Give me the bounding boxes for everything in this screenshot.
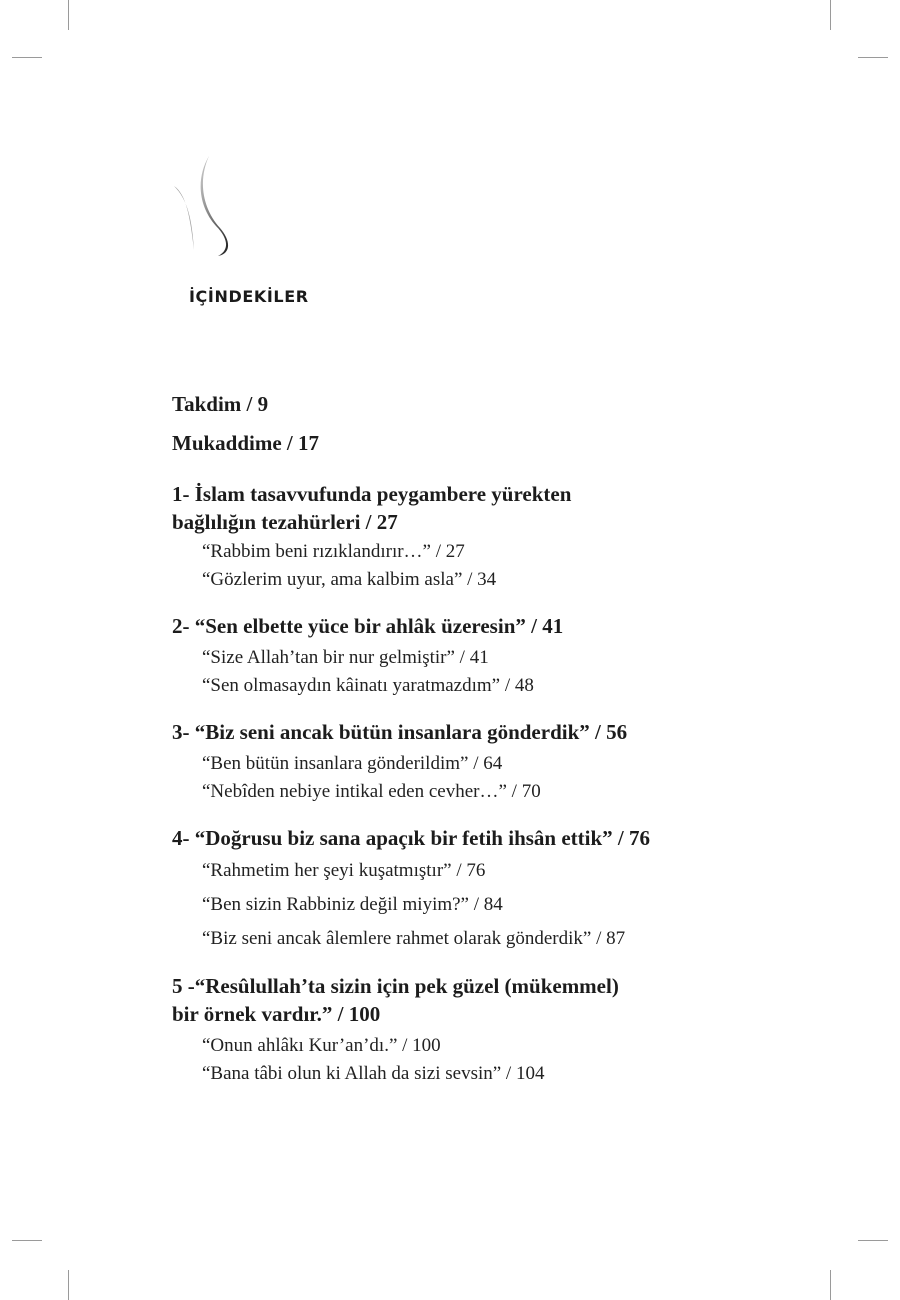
toc-chapter-1-title-line2: bağlılığın tezahürleri / 27 [172,510,398,534]
crop-mark-right-lower [858,1240,888,1241]
toc-chapter-1-title-line1: 1- İslam tasavvufunda peygambere yürekten [172,482,572,506]
toc-subentry: “Rabbim beni rızıklandırır…” / 27 [202,541,465,562]
crop-mark-bottom-right [830,1270,831,1300]
table-of-contents [172,390,832,1088]
toc-subentry: “Sen olmasaydın kâinatı yaratmazdım” / 48 [202,675,534,696]
toc-chapter-2-title: 2- “Sen elbette yüce bir ahlâk üzeresin” / 41 [172,614,564,638]
crop-mark-right-upper [858,57,888,58]
crop-mark-top-right [830,0,831,30]
crop-mark-top-left [68,0,69,30]
crop-mark-bottom-left [68,1270,69,1300]
toc-entry-mukaddime: Mukaddime / 17 [172,431,320,455]
toc-chapter-5-title-line1: 5 -“Resûlullah’ta sizin için pek güzel (mükemmel) [172,974,619,998]
toc-chapter-3-title: 3- “Biz seni ancak bütün insanlara gönderdik” / 56 [172,720,628,744]
toc-subentry: “Ben bütün insanlara gönderildim” / 64 [202,753,503,774]
toc-subentry: “Rahmetim her şeyi kuşatmıştır” / 76 [202,860,486,881]
toc-subentry: “Size Allah’tan bir nur gelmiştir” / 41 [202,647,489,668]
calligraphy-logo-icon [168,150,248,260]
crop-mark-left-upper [12,57,42,58]
toc-entry-takdim: Takdim / 9 [172,392,269,416]
crop-mark-left-lower [12,1240,42,1241]
toc-subentry: “Biz seni ancak âlemlere rahmet olarak gönderdik” / 87 [202,928,626,949]
toc-subentry: “Ben sizin Rabbiniz değil miyim?” / 84 [202,894,503,915]
toc-subentry: “Bana tâbi olun ki Allah da sizi sevsin” / 104 [202,1063,545,1084]
page-title: İÇİNDEKİLER [189,287,309,306]
toc-chapter-5-title-line2: bir örnek vardır.” / 100 [172,1002,381,1026]
toc-subentry: “Nebîden nebiye intikal eden cevher…” / 70 [202,781,541,802]
toc-subentry: “Gözlerim uyur, ama kalbim asla” / 34 [202,569,497,590]
toc-subentry: “Onun ahlâkı Kur’an’dı.” / 100 [202,1035,441,1056]
toc-chapter-4-title: 4- “Doğrusu biz sana apaçık bir fetih ihsân ettik” / 76 [172,826,651,850]
